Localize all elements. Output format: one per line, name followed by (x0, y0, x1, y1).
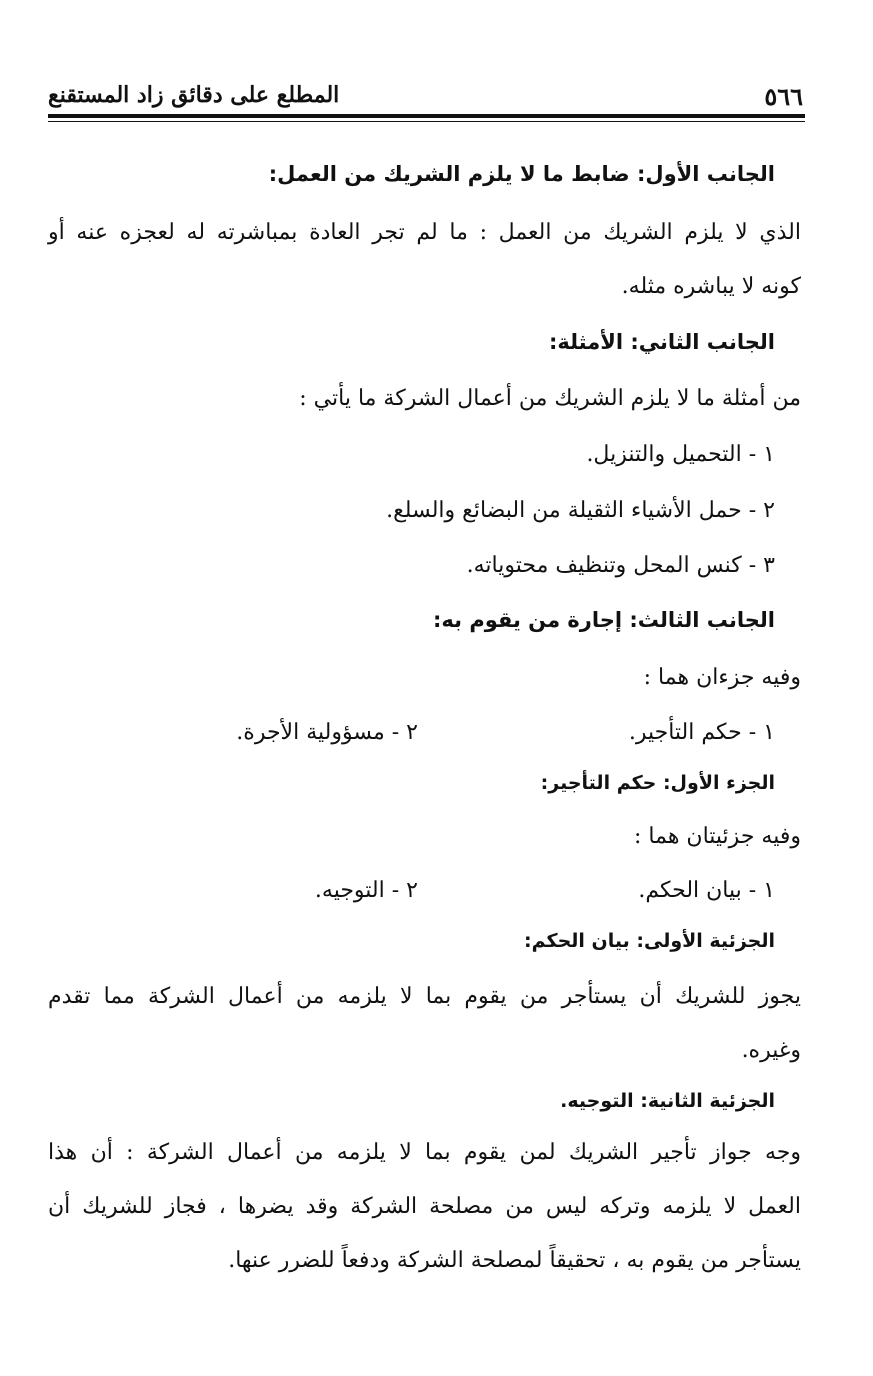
paragraph-rationale-line-1: وجه جواز تأجير الشريك لمن يقوم بما لا يلزمه من أعمال الشركة : أن هذا (48, 1140, 801, 1165)
paragraph-ruling-line-2: وغيره. (741, 1038, 801, 1063)
subpart-item-2: ٢ - التوجيه. (314, 878, 418, 903)
page-number: ٥٦٦ (764, 82, 803, 111)
example-item-2: ٢ - حمل الأشياء الثقيلة من البضائع والسلع. (386, 498, 775, 523)
heading-subpart-one: الجزئية الأولى: بيان الحكم: (524, 930, 775, 952)
part-item-2: ٢ - مسؤولية الأجرة. (236, 720, 418, 745)
paragraph-definition-line-2: كونه لا يباشره مثله. (621, 274, 801, 299)
heading-aspect-two: الجانب الثاني: الأمثلة: (548, 330, 775, 354)
paragraph-two-subparts: وفيه جزئيتان هما : (634, 824, 801, 849)
header-rule-thin (48, 121, 805, 122)
paragraph-examples-intro: من أمثلة ما لا يلزم الشريك من أعمال الشركة ما يأتي : (299, 386, 801, 411)
part-item-1: ١ - حكم التأجير. (628, 720, 775, 745)
heading-aspect-three: الجانب الثالث: إجارة من يقوم به: (432, 608, 775, 632)
running-title: المطلع على دقائق زاد المستقنع (48, 82, 340, 108)
heading-subpart-two: الجزئية الثانية: التوجيه. (560, 1090, 775, 1112)
subpart-item-1: ١ - بيان الحكم. (638, 878, 775, 903)
page-header (40, 82, 803, 118)
heading-aspect-one: الجانب الأول: ضابط ما لا يلزم الشريك من العمل: (268, 162, 775, 186)
paragraph-definition-line-1: الذي لا يلزم الشريك من العمل : ما لم تجر العادة بمباشرته له لعجزه عنه أو (48, 220, 801, 245)
paragraph-rationale-line-3: يستأجر من يقوم به ، تحقيقاً لمصلحة الشركة ودفعاً للضرر عنها. (228, 1248, 801, 1273)
example-item-3: ٣ - كنس المحل وتنظيف محتوياته. (466, 553, 775, 578)
heading-part-one: الجزء الأول: حكم التأجير: (540, 772, 775, 794)
header-rule-thick (48, 114, 805, 118)
paragraph-rationale-line-2: العمل لا يلزمه وتركه ليس من مصلحة الشركة وقد يضرها ، فجاز للشريك أن (48, 1194, 801, 1219)
example-item-1: ١ - التحميل والتنزيل. (586, 442, 775, 467)
paragraph-ruling-line-1: يجوز للشريك أن يستأجر من يقوم بما لا يلزمه من أعمال الشركة مما تقدم (48, 984, 801, 1009)
paragraph-two-parts: وفيه جزءان هما : (643, 665, 801, 690)
